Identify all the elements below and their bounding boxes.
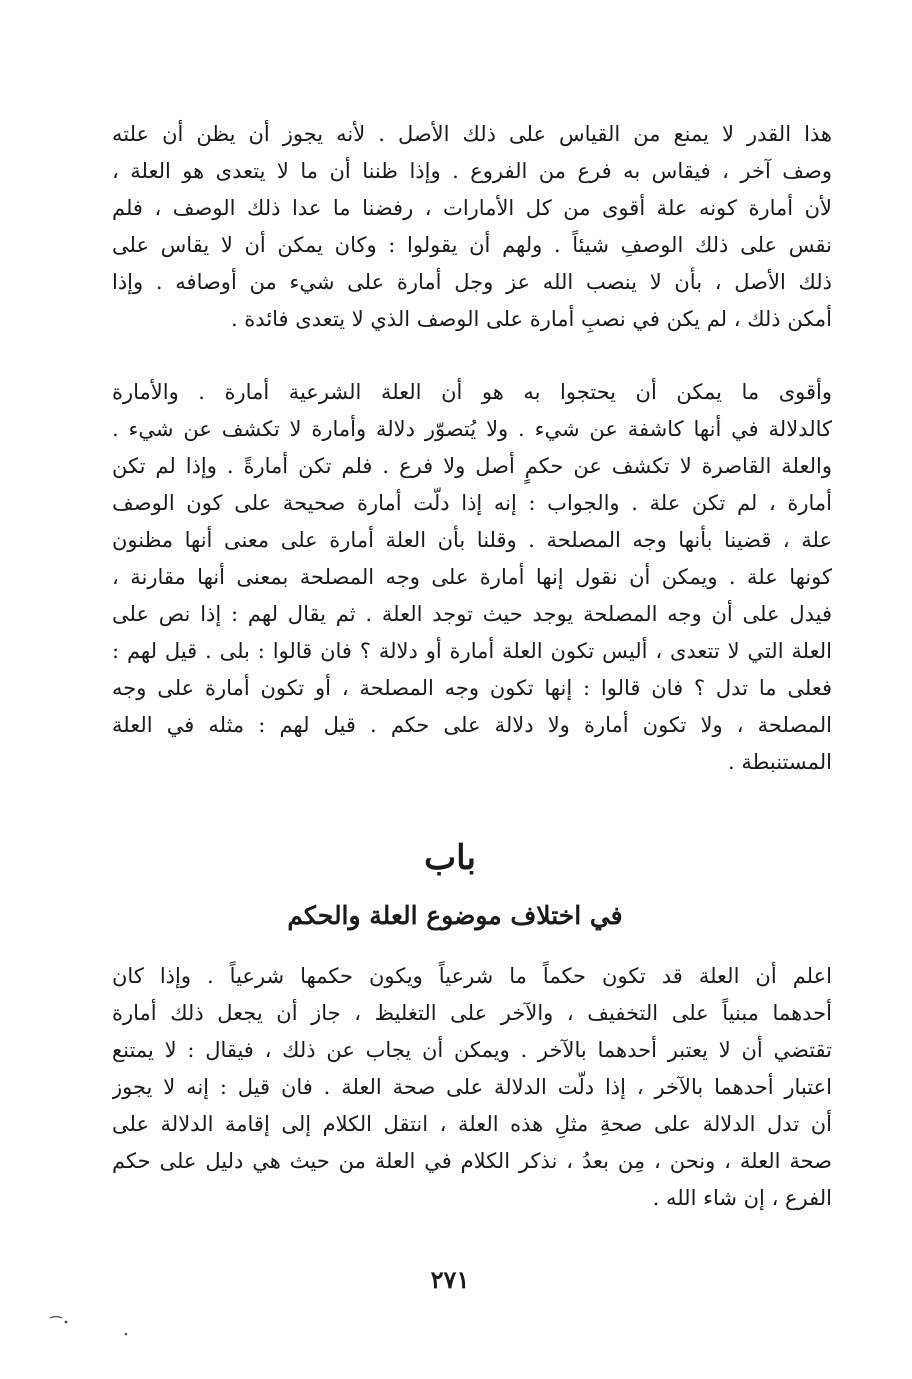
text-line: أحدهما مبنياً على التخفيف ، والآخر على التغليظ ، جاز أن يجعل ذلك أمارة — [112, 1001, 832, 1025]
scan-specks — [40, 1310, 160, 1350]
text-line: تقتضي أن لا يعتبر أحدهما بالآخر . ويمكن أن يجاب عن ذلك ، فيقال : لا يمتنع — [112, 1038, 832, 1062]
text-line: كالدلالة في أنها كاشفة عن شيء . ولا يُتصوّر دلالة وأمارة لا تكشف عن شيء . — [112, 417, 832, 441]
text-line: فعلى ما تدل ؟ فان قالوا : إنها تكون وجه المصلحة ، أو تكون أمارة على وجه — [112, 676, 832, 700]
chapter-heading: باب — [424, 838, 476, 878]
text-line: الفرع ، إن شاء الله . — [652, 1186, 832, 1210]
paragraph-illa-amara — [112, 374, 832, 781]
text-line: أمارة ، لم تكن علة . والجواب : إنه إذا دلّت أمارة صحيحة على كون الوصف — [112, 491, 832, 515]
text-line: نقس على ذلك الوصفِ شيئاً . ولهم أن يقولوا : وكان يمكن أن لا يقاس على — [112, 233, 832, 257]
text-line: العلة التي لا تتعدى ، أليس تكون العلة أمارة أو دلالة ؟ فان قالوا : بلى . قيل لهم : — [112, 639, 832, 663]
text-line: علة ، قضينا بأنها وجه المصلحة . وقلنا بأن العلة أمارة على معنى أنها مظنون — [112, 528, 832, 552]
chapter-subtitle: في اختلاف موضوع العلة والحكم — [287, 901, 623, 930]
text-line: وأقوى ما يمكن أن يحتجوا به هو أن العلة الشرعية أمارة . والأمارة — [112, 380, 832, 404]
text-line: لأن أمارة كونه علة أقوى من كل الأمارات ، رفضنا ما عدا ذلك الوصف ، فلم — [112, 196, 832, 220]
page-number: ٢٧١ — [430, 1265, 470, 1294]
text-line: المستنبطة . — [728, 750, 832, 774]
text-line: اعلم أن العلة قد تكون حكماً ما شرعياً ويكون حكمها شرعياً . وإذا كان — [112, 964, 832, 988]
text-line: المصلحة ، ولا تكون أمارة ولا دلالة على حكم . قيل لهم : مثله في العلة — [112, 713, 832, 737]
text-line: أن تدل الدلالة على صحةِ مثلِ هذه العلة ، انتقل الكلام إلى إقامة الدلالة على — [112, 1112, 832, 1136]
text-line: فيدل على أن وجه المصلحة يوجد حيث توجد العلة . ثم يقال لهم : إذا نص على — [112, 602, 832, 626]
text-line: ذلك الأصل ، بأن لا ينصب الله عز وجل أمارة على شيء من أوصافه . وإذا — [112, 270, 832, 294]
text-line: صحة العلة ، ونحن ، مِن بعدُ ، نذكر الكلام في العلة من حيث هي دليل على حكم — [112, 1149, 832, 1173]
text-line: اعتبار أحدهما بالآخر ، إذا دلّت الدلالة على صحة العلة . فان قيل : إنه لا يجوز — [112, 1075, 832, 1099]
paragraph-illa-hukm — [112, 958, 832, 1217]
text-line: أمكن ذلك ، لم يكن في نصبِ أمارة على الوصف الذي لا يتعدى فائدة . — [230, 307, 832, 331]
paragraph-qiyas-asl — [112, 116, 832, 338]
text-line: هذا القدر لا يمنع من القياس على ذلك الأصل . لأنه يجوز أن يظن أن علته — [112, 122, 832, 146]
text-line: كونها علة . ويمكن أن نقول إنها أمارة على وجه المصلحة بمعنى أنها مقارنة ، — [112, 565, 832, 589]
text-line: والعلة القاصرة لا تكشف عن حكمٍ أصل ولا فرع . فلم تكن أمارةً . وإذا لم تكن — [112, 454, 832, 478]
text-line: وصف آخر ، فيقاس به فرع من الفروع . وإذا ظننا أن ما لا يتعدى هو العلة ، — [112, 159, 832, 183]
